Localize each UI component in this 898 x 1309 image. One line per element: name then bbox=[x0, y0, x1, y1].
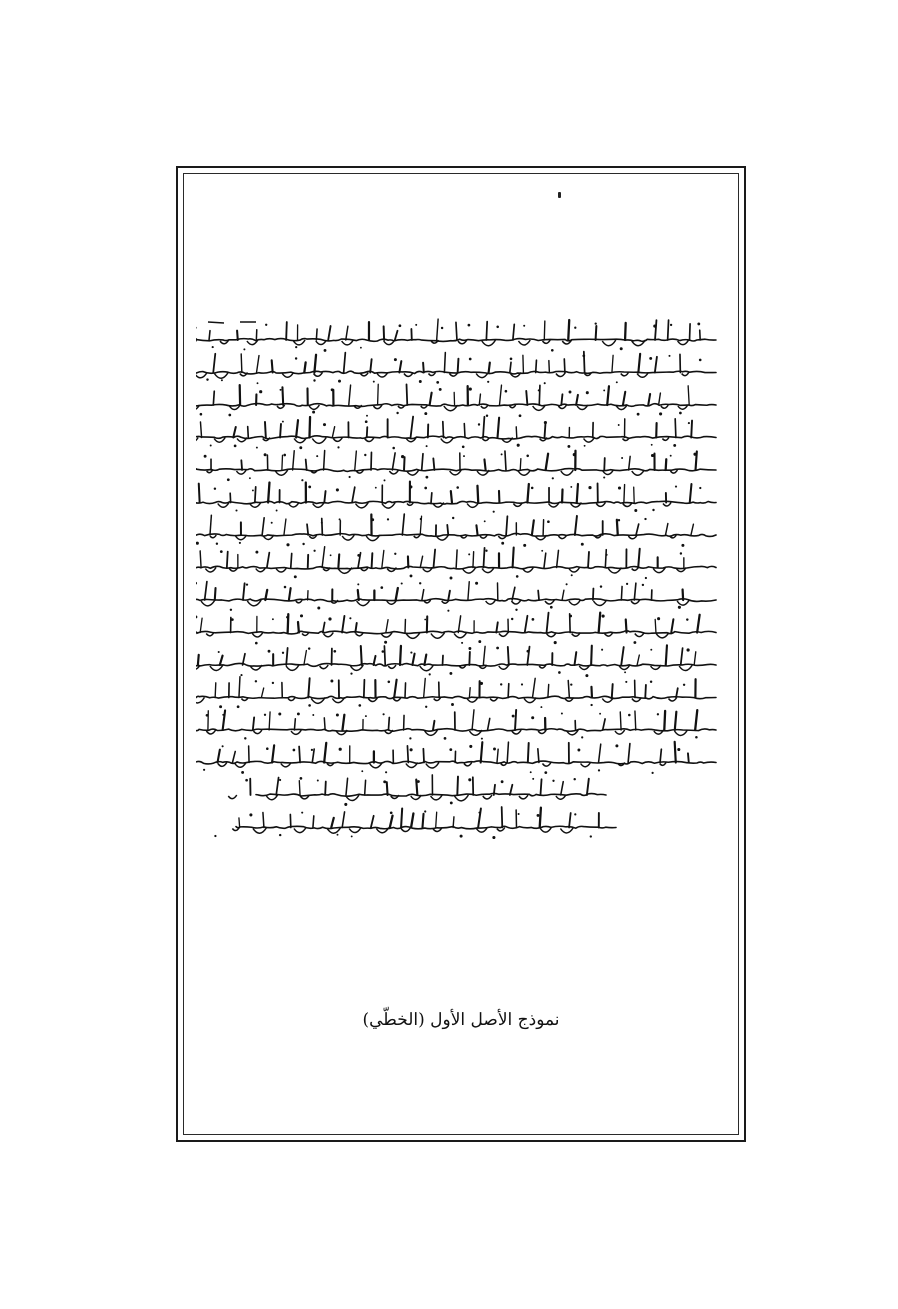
manuscript-line bbox=[196, 319, 716, 352]
manuscript-line bbox=[196, 645, 716, 677]
ink-speck bbox=[558, 192, 561, 198]
manuscript-line bbox=[196, 451, 716, 482]
manuscript-handwriting bbox=[196, 310, 726, 890]
manuscript-line bbox=[196, 677, 716, 708]
page-caption: نموذج الأصل الأول (الخطّي) bbox=[362, 1010, 560, 1030]
manuscript-line bbox=[196, 384, 716, 417]
manuscript-line bbox=[196, 514, 716, 547]
manuscript-line bbox=[196, 352, 716, 385]
manuscript-line bbox=[214, 807, 616, 839]
manuscript-line bbox=[196, 547, 716, 580]
manuscript-line bbox=[196, 742, 716, 774]
manuscript-line bbox=[196, 613, 716, 645]
manuscript-mark bbox=[208, 322, 256, 323]
manuscript-line bbox=[228, 775, 606, 806]
manuscript-line bbox=[196, 710, 716, 740]
manuscript-line bbox=[196, 417, 716, 450]
manuscript-image bbox=[196, 310, 726, 890]
manuscript-line bbox=[196, 482, 716, 515]
manuscript-line bbox=[196, 582, 716, 612]
